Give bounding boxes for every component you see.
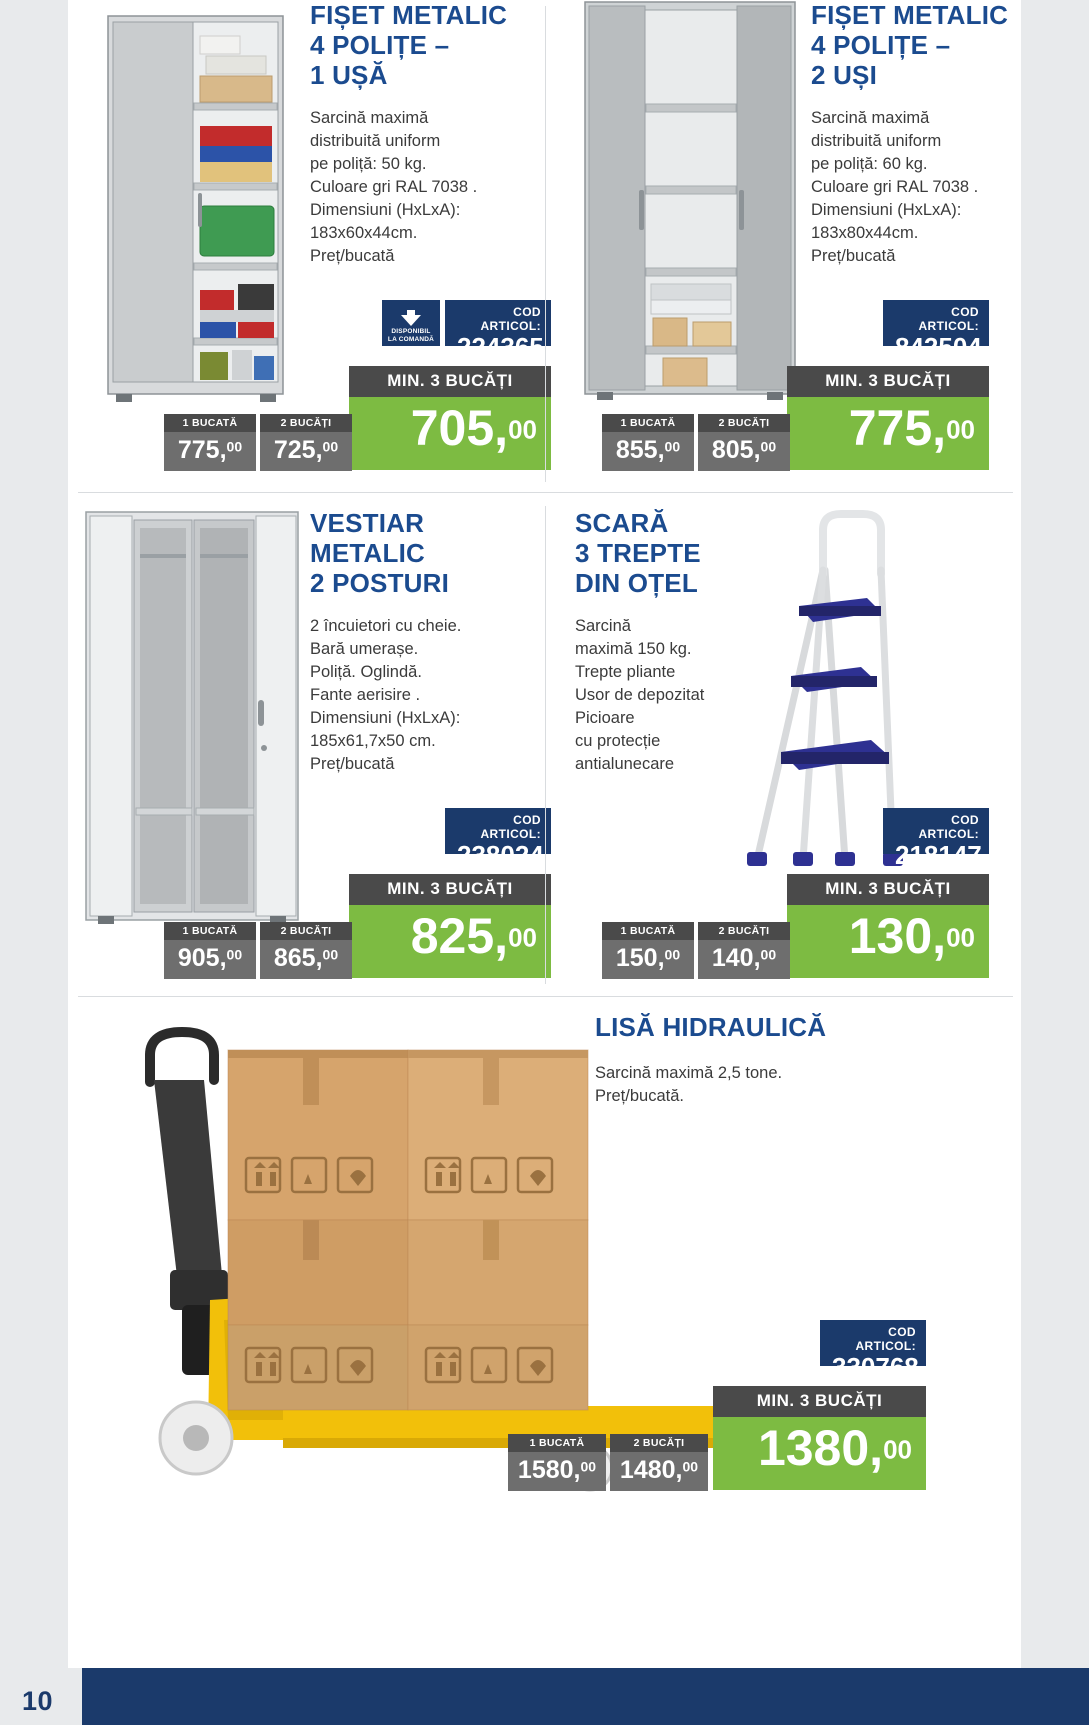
desc-line: maximă 150 kg.	[575, 640, 692, 658]
desc-line: distribuită uniform	[811, 132, 942, 150]
tier-dec: 00	[226, 946, 243, 963]
min-qty-bar-fiset-1usa: MIN. 3 BUCĂȚI	[349, 366, 551, 397]
product-image-fiset-1usa	[88, 8, 303, 408]
tier-price-2-fiset-1usa	[260, 414, 352, 471]
desc-line: Preț/bucată	[811, 247, 896, 265]
price-integer: 775	[848, 400, 933, 456]
desc-line: Bară umerașe.	[310, 640, 419, 658]
tier-value: 150,00	[615, 944, 681, 972]
title-line: 4 POLIȚE –	[811, 30, 951, 60]
price-integer: 705	[410, 400, 495, 456]
desc-line: pe poliță: 60 kg.	[811, 155, 928, 173]
tier-label: 2 BUCĂȚI	[260, 414, 352, 432]
tier-value: 1580,00	[517, 1456, 597, 1484]
column-divider-row1	[545, 6, 546, 482]
desc-line: cu protecție	[575, 732, 661, 750]
code-value: 330768	[832, 1352, 919, 1382]
tier-dec: 00	[580, 1458, 597, 1475]
desc-line: Usor de depozitat	[575, 686, 705, 704]
main-price-lisa	[713, 1417, 926, 1490]
desc-line: Culoare gri RAL 7038 .	[811, 178, 979, 196]
desc-line: Picioare	[575, 709, 635, 727]
tier-price-2-lisa	[610, 1434, 708, 1491]
tier-label: 1 BUCATĂ	[602, 922, 694, 940]
tier-price-1-fiset-1usa	[164, 414, 256, 471]
tier-price-1-scara	[602, 922, 694, 979]
row-divider-2	[78, 996, 1013, 997]
tier-label: 2 BUCĂȚI	[698, 922, 790, 940]
title-line: 3 TREPTE	[575, 538, 701, 568]
tier-label: 1 BUCATĂ	[508, 1434, 606, 1452]
desc-line: Preț/bucată	[310, 247, 395, 265]
price-comma: ,	[869, 1420, 884, 1476]
column-divider-row2	[545, 506, 546, 984]
desc-line: Fante aerisire .	[310, 686, 421, 704]
title-line: FIȘET METALIC	[310, 0, 508, 30]
min-qty-bar-fiset-2usi: MIN. 3 BUCĂȚI	[787, 366, 989, 397]
tier-dec: 00	[664, 946, 681, 963]
code-label: COD ARTICOL:	[480, 305, 541, 333]
tier-int: 1580	[517, 1456, 574, 1484]
tier-label: 1 BUCATĂ	[164, 922, 256, 940]
code-label: COD ARTICOL:	[480, 813, 541, 841]
row-divider-1	[78, 492, 1013, 493]
catalog-page	[68, 0, 1021, 1668]
desc-line: Poliță. Oglindă.	[310, 663, 422, 681]
tier-int: 150	[615, 944, 658, 972]
price-comma: ,	[932, 400, 947, 456]
badge-line-1: DISPONIBIL	[391, 328, 431, 335]
main-price-fiset-1usa	[349, 397, 551, 470]
tier-price-1-vestiar	[164, 922, 256, 979]
tier-label: 1 BUCATĂ	[602, 414, 694, 432]
article-code-fiset-2usi	[883, 300, 989, 362]
tier-int: 725	[273, 436, 316, 464]
title-line: 4 POLIȚE –	[310, 30, 450, 60]
tier-value: 140,00	[711, 944, 777, 972]
tier-dec: 00	[322, 438, 339, 455]
desc-line: Dimensiuni (HxLxA):	[811, 201, 962, 219]
product-card-lisa-hidraulica[interactable]	[68, 1000, 1021, 1620]
tier-price-2-vestiar	[260, 922, 352, 979]
desc-line: Sarcină	[575, 617, 631, 635]
desc-line: Sarcină maximă	[310, 109, 429, 127]
product-title-fiset-1usa	[310, 0, 530, 90]
product-card-scara[interactable]	[545, 500, 1021, 990]
price-comma: ,	[932, 908, 947, 964]
tier-label: 2 BUCĂȚI	[260, 922, 352, 940]
desc-line: Dimensiuni (HxLxA):	[310, 709, 461, 727]
tier-dec: 00	[760, 946, 777, 963]
tier-label: 2 BUCĂȚI	[698, 414, 790, 432]
article-code-lisa	[820, 1320, 926, 1382]
tier-dec: 00	[226, 438, 243, 455]
product-image-fiset-2usi	[567, 0, 817, 410]
code-label: COD ARTICOL:	[918, 813, 979, 841]
tier-int: 855	[615, 436, 658, 464]
tier-value: 1480,00	[619, 1456, 699, 1484]
main-price-fiset-2usi	[787, 397, 989, 470]
desc-line: Preț/bucată	[310, 755, 395, 773]
product-title-vestiar	[310, 508, 530, 598]
price-integer: 825	[410, 908, 495, 964]
page-number: 10	[22, 1686, 54, 1716]
availability-badge-fiset-1usa	[382, 300, 440, 346]
product-description-vestiar	[310, 615, 540, 776]
tier-int: 140	[711, 944, 754, 972]
tier-label: 2 BUCĂȚI	[610, 1434, 708, 1452]
tier-value: 725,00	[273, 436, 339, 464]
code-value: 238024	[457, 840, 544, 870]
price-decimals: 00	[508, 414, 537, 445]
code-label: COD ARTICOL:	[918, 305, 979, 333]
tier-value: 905,00	[177, 944, 243, 972]
title-line: FIȘET METALIC	[811, 0, 1009, 30]
price-comma: ,	[494, 908, 509, 964]
product-card-vestiar[interactable]	[68, 500, 545, 990]
title-line: METALIC	[310, 538, 426, 568]
min-qty-bar-scara: MIN. 3 BUCĂȚI	[787, 874, 989, 905]
product-card-fiset-1usa[interactable]	[68, 0, 545, 488]
tier-dec: 00	[682, 1458, 699, 1475]
badge-line-2: LA COMANDĂ	[387, 335, 435, 343]
title-line: 2 UȘI	[811, 60, 878, 90]
price-integer: 130	[848, 908, 933, 964]
desc-line: Culoare gri RAL 7038 .	[310, 178, 478, 196]
title-line: SCARĂ	[575, 508, 669, 538]
desc-line: 2 încuietori cu cheie.	[310, 617, 462, 635]
desc-line: Preț/bucată.	[595, 1087, 684, 1105]
tier-price-1-lisa	[508, 1434, 606, 1491]
product-description-fiset-1usa	[310, 107, 540, 268]
title-line: 1 UȘĂ	[310, 60, 388, 90]
code-value: 842504	[895, 332, 982, 362]
tier-price-2-fiset-2usi	[698, 414, 790, 471]
price-decimals: 00	[946, 414, 975, 445]
tier-dec: 00	[664, 438, 681, 455]
article-code-scara	[883, 808, 989, 870]
main-price-vestiar	[349, 905, 551, 978]
download-arrow-head-icon	[401, 315, 421, 326]
title-line: 2 POSTURI	[310, 568, 450, 598]
desc-line: Sarcină maximă 2,5 tone.	[595, 1064, 783, 1082]
tier-value: 865,00	[273, 944, 339, 972]
price-integer: 1380	[757, 1420, 870, 1476]
tier-dec: 00	[760, 438, 777, 455]
tier-value: 805,00	[711, 436, 777, 464]
desc-line: 183x80x44cm.	[811, 224, 919, 242]
title-line: LISĂ HIDRAULICĂ	[595, 1012, 827, 1042]
code-label: COD ARTICOL:	[855, 1325, 916, 1353]
code-value: 218147	[895, 840, 982, 870]
page-footer	[0, 1668, 1089, 1725]
tier-value: 775,00	[177, 436, 243, 464]
product-description-fiset-2usi	[811, 107, 1041, 268]
desc-line: Dimensiuni (HxLxA):	[310, 201, 461, 219]
title-line: DIN OȚEL	[575, 568, 698, 598]
price-decimals: 00	[508, 922, 537, 953]
price-decimals: 00	[883, 1434, 912, 1465]
desc-line: 183x60x44cm.	[310, 224, 418, 242]
tier-dec: 00	[322, 946, 339, 963]
tier-int: 775	[177, 436, 220, 464]
main-price-scara	[787, 905, 989, 978]
min-qty-bar-vestiar: MIN. 3 BUCĂȚI	[349, 874, 551, 905]
product-card-fiset-2usi[interactable]	[545, 0, 1021, 488]
tier-value: 855,00	[615, 436, 681, 464]
product-title-fiset-2usi	[811, 0, 1031, 90]
tier-price-1-fiset-2usi	[602, 414, 694, 471]
tier-int: 865	[273, 944, 316, 972]
desc-line: pe poliță: 50 kg.	[310, 155, 427, 173]
desc-line: antialunecare	[575, 755, 675, 773]
tier-int: 905	[177, 944, 220, 972]
tier-int: 805	[711, 436, 754, 464]
desc-line: 185x61,7x50 cm.	[310, 732, 436, 750]
article-code-vestiar	[445, 808, 551, 870]
price-comma: ,	[494, 400, 509, 456]
code-value: 224365	[457, 332, 544, 362]
desc-line: Trepte pliante	[575, 663, 676, 681]
desc-line: distribuită uniform	[310, 132, 441, 150]
article-code-fiset-1usa	[445, 300, 551, 362]
product-image-vestiar	[78, 508, 308, 928]
tier-label: 1 BUCATĂ	[164, 414, 256, 432]
price-decimals: 00	[946, 922, 975, 953]
tier-price-2-scara	[698, 922, 790, 979]
title-line: VESTIAR	[310, 508, 425, 538]
tier-int: 1480	[619, 1456, 676, 1484]
desc-line: Sarcină maximă	[811, 109, 930, 127]
left-margin	[0, 0, 68, 1725]
min-qty-bar-lisa: MIN. 3 BUCĂȚI	[713, 1386, 926, 1417]
